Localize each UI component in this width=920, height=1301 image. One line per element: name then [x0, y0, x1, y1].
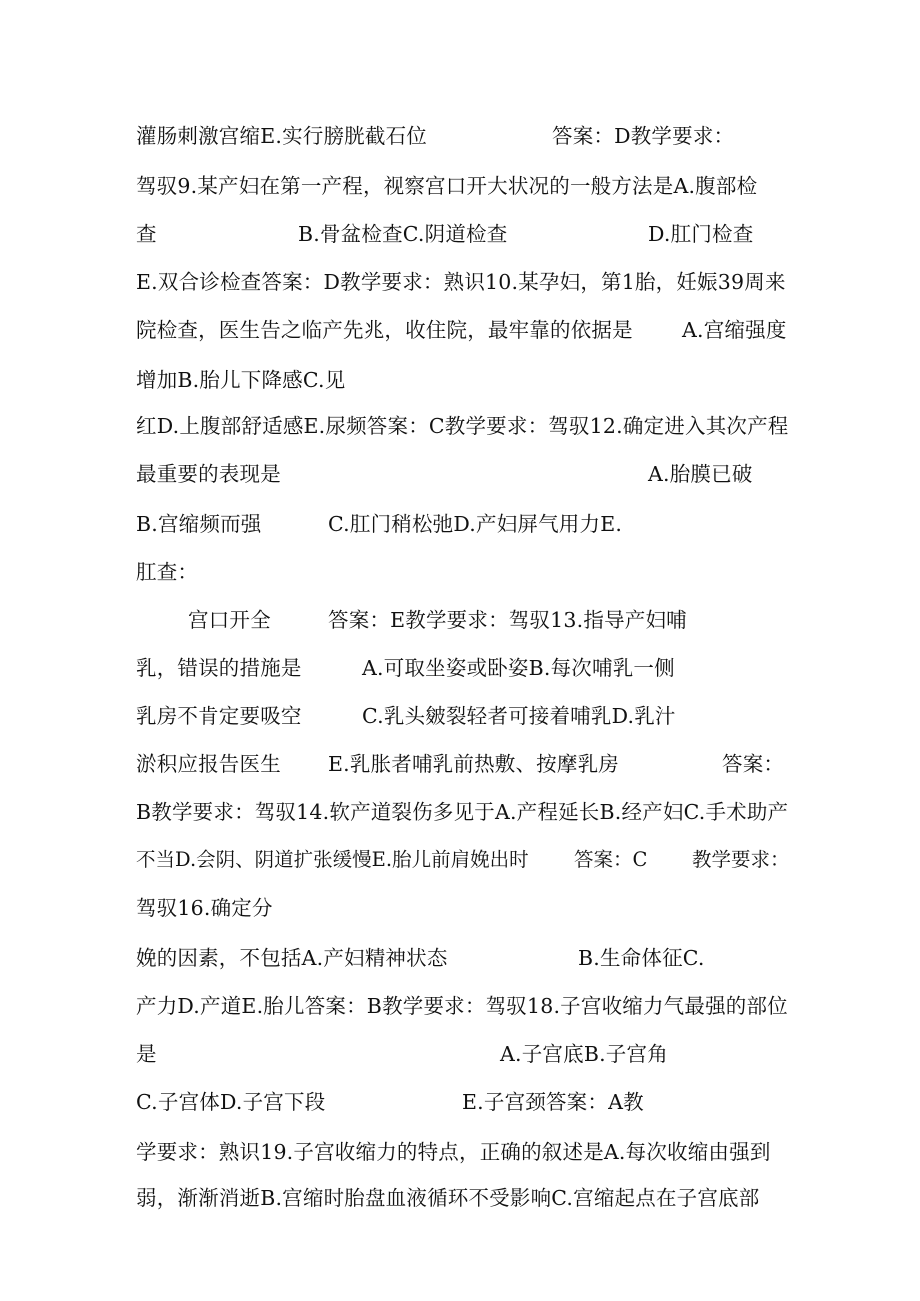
text-segment: 娩的因素，不包括A.产妇精神状态	[136, 946, 448, 970]
text-segment: 驾驭16.确定分	[136, 896, 273, 920]
text-line	[0, 408, 789, 444]
text-segment: B教学要求：驾驭14.软产道裂伤多见于A.产程延长B.经产妇C.手术助产	[136, 800, 789, 824]
text-segment: 宫口开全	[188, 608, 271, 632]
text-segment: 产力D.产道E.胎儿答案：B教学要求：驾驭18.子宫收缩力气最强的部位	[136, 994, 788, 1018]
text-line	[0, 1036, 668, 1072]
text-segment: 淤积应报告医生	[136, 752, 281, 776]
text-segment: 增加B.胎儿下降感C.见	[136, 368, 346, 392]
text-segment: E.乳胀者哺乳前热敷、按摩乳房	[328, 752, 619, 776]
text-segment: B.骨盆检查C.阴道检查	[298, 222, 508, 246]
text-segment: E.双合诊检查答案：D教学要求：熟识10.某孕妇，第1胎，妊娠39周来	[136, 270, 786, 294]
text-segment: 肛查：	[136, 560, 199, 584]
text-line	[0, 1134, 771, 1170]
text-line	[0, 118, 735, 154]
text-line	[0, 264, 786, 300]
text-line	[0, 312, 787, 348]
text-segment: 教学要求：	[692, 848, 790, 871]
text-segment: 答案：E教学要求：驾驭13.指导产妇哺	[328, 608, 687, 632]
text-segment: 弱，渐渐消逝B.宫缩时胎盘血液循环不受影响C.宫缩起点在子宫底部	[136, 1186, 760, 1210]
text-line	[0, 794, 789, 830]
text-segment: C.乳头皴裂轻者可接着哺乳D.乳汁	[362, 704, 676, 728]
text-line	[0, 362, 346, 398]
text-line	[0, 842, 790, 878]
text-line	[0, 890, 273, 926]
text-line	[0, 746, 785, 782]
text-segment: 驾驭9.某产妇在第一产程，视察宫口开大状况的一般方法是A.腹部检	[136, 174, 758, 198]
text-line	[0, 554, 199, 590]
text-segment: 乳，错误的措施是	[136, 656, 302, 680]
text-line	[0, 602, 687, 638]
text-segment: 最重要的表现是	[136, 462, 281, 486]
text-segment: 乳房不肯定要吸空	[136, 704, 302, 728]
text-segment: 学要求：熟识19.子宫收缩力的特点，正确的叙述是A.每次收缩由强到	[136, 1140, 771, 1164]
text-line	[0, 650, 675, 686]
text-segment: A.可取坐姿或卧姿B.每次哺乳一侧	[362, 656, 675, 680]
text-segment: 院检查，医生告之临产先兆，收住院，最牢靠的依据是	[136, 318, 633, 342]
text-segment: 查	[136, 222, 157, 246]
text-segment: 灌肠刺激宫缩E.实行膀胱截石位	[136, 124, 427, 148]
text-line	[0, 506, 623, 542]
text-segment: 答案：D教学要求：	[552, 124, 735, 148]
text-segment: 红D.上腹部舒适感E.尿频答案：C教学要求：驾驭12.确定进入其次产程	[136, 414, 789, 438]
text-segment: 是	[136, 1042, 157, 1066]
text-line	[0, 1084, 644, 1120]
text-segment: C.子宫体D.子宫下段	[136, 1090, 326, 1114]
text-line	[0, 698, 676, 734]
text-segment: E.子宫颈答案：A教	[462, 1090, 644, 1114]
text-segment: A.宫缩强度	[682, 318, 787, 342]
text-line	[0, 940, 705, 976]
text-segment: 不当D.会阴、阴道扩张缓慢E.胎儿前肩娩出时	[136, 848, 529, 871]
text-segment: B.生命体征C.	[578, 946, 705, 970]
text-line	[0, 168, 758, 204]
text-segment: 答案：C	[574, 848, 648, 871]
text-segment: 答案：	[722, 752, 785, 776]
text-line	[0, 456, 753, 492]
text-segment: C.肛门稍松弛D.产妇屏气用力E.	[328, 512, 623, 536]
text-line	[0, 1180, 760, 1216]
text-line	[0, 988, 788, 1024]
text-segment: A.子宫底B.子宫角	[500, 1042, 668, 1066]
text-segment: B.宫缩频而强	[136, 512, 262, 536]
text-segment: D.肛门检查	[648, 222, 754, 246]
text-line	[0, 216, 754, 252]
text-segment: A.胎膜已破	[648, 462, 753, 486]
